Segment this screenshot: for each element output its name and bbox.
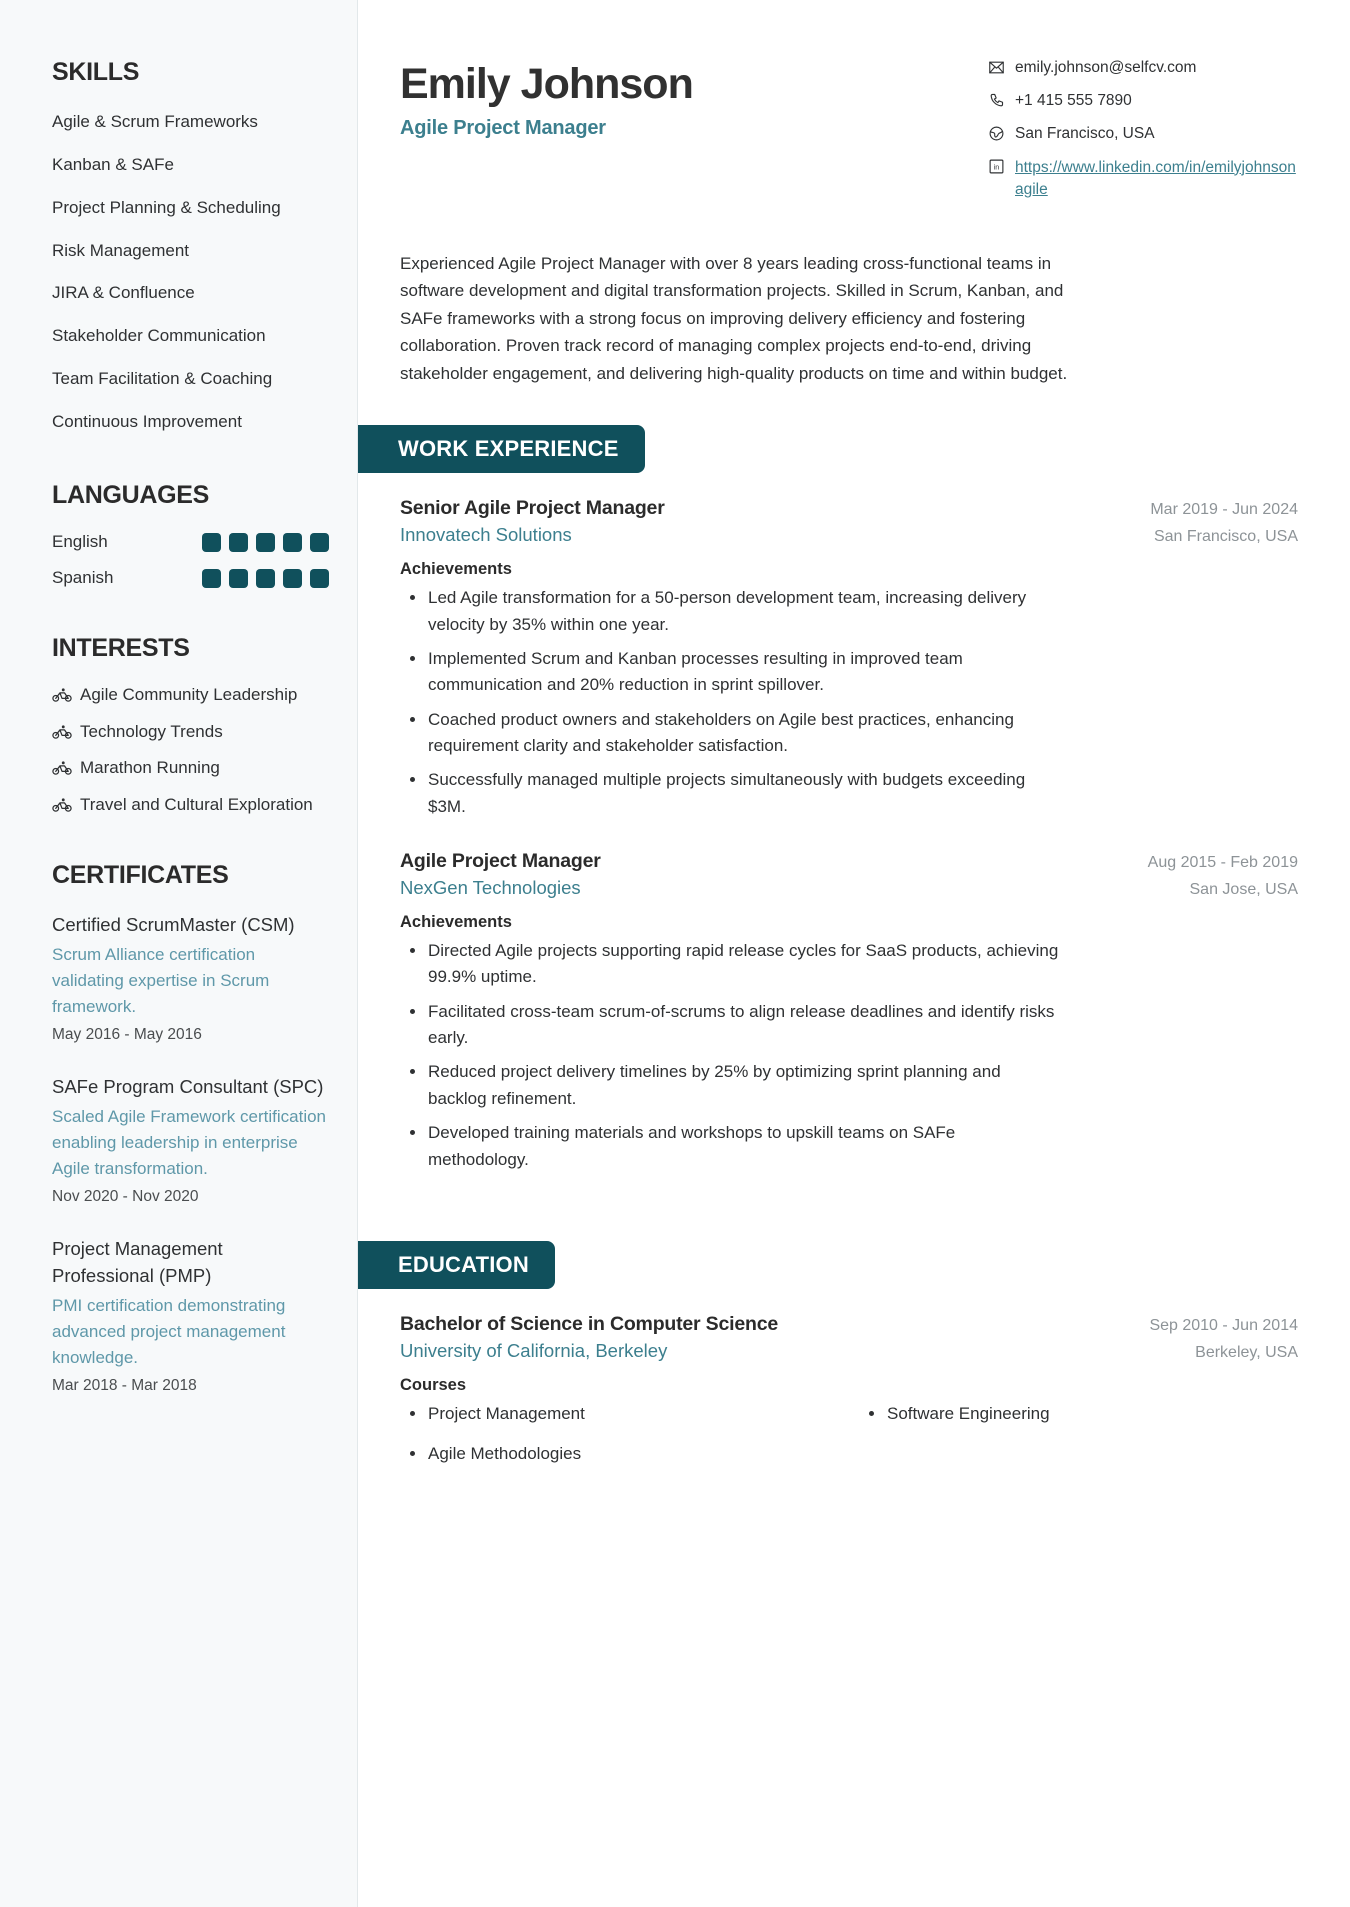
skills-list — [52, 109, 329, 435]
certificate-title: SAFe Program Consultant (SPC) — [52, 1075, 324, 1097]
language-level-square — [283, 569, 302, 588]
envelope-icon — [988, 59, 1005, 76]
contact-row — [988, 58, 1298, 79]
name-block — [400, 52, 693, 140]
entry-title-row — [400, 1313, 1298, 1336]
certificate-title: Certified ScrumMaster (CSM) — [52, 913, 295, 935]
education-entry — [400, 1313, 1298, 1476]
entry-dates: Mar 2019 - Jun 2024 — [1150, 501, 1298, 519]
certificate-description: PMI certification demonstrating advanced project management knowledge. — [52, 1295, 286, 1368]
education-banner: EDUCATION — [358, 1241, 555, 1289]
language-name: Spanish — [52, 568, 114, 588]
certificate-description: Scrum Alliance certification validating expertise in Scrum framework. — [52, 944, 270, 1017]
bicycle-icon — [52, 687, 72, 703]
linkedin-link[interactable]: https://www.linkedin.com/in/emilyjohnsonagile — [1015, 158, 1296, 199]
languages-heading: LANGUAGES — [52, 481, 210, 510]
language-row — [52, 568, 329, 588]
work-experience-banner: WORK EXPERIENCE — [358, 425, 645, 473]
interest-item — [52, 795, 329, 815]
interest-label: Agile Community Leadership — [80, 685, 298, 705]
language-level-indicator — [202, 533, 329, 552]
bicycle-icon — [52, 797, 72, 813]
interest-label: Travel and Cultural Exploration — [80, 794, 313, 814]
language-level-square — [256, 569, 275, 588]
job-title: Agile Project Manager — [400, 117, 606, 140]
language-level-square — [229, 533, 248, 552]
language-level-square — [283, 533, 302, 552]
job-role: Agile Project Manager — [400, 850, 601, 873]
globe-icon — [988, 125, 1005, 142]
achievement-item: Directed Agile projects supporting rapid release cycles for SaaS products, achieving 99.9% uptime. — [400, 938, 1060, 991]
entry-org-row — [400, 1340, 1298, 1362]
linkedin-icon — [988, 158, 1005, 175]
full-name: Emily Johnson — [400, 60, 693, 108]
contact-list — [988, 52, 1298, 214]
job-role: Senior Agile Project Manager — [400, 497, 665, 520]
phone-icon — [988, 92, 1005, 109]
skill-item: Project Planning & Scheduling — [52, 197, 281, 217]
entry-dates: Aug 2015 - Feb 2019 — [1147, 854, 1298, 872]
skill-item: Risk Management — [52, 240, 190, 260]
language-level-square — [202, 533, 221, 552]
course-item: Agile Methodologies — [400, 1441, 839, 1467]
contact-text: +1 415 555 7890 — [1015, 91, 1132, 109]
profile-summary: Experienced Agile Project Manager with over 8 years leading cross-functional teams in software development and digital transformation projects. Skilled in Scrum, Kanban, and SAFe frameworks with a strong focus on improving delivery efficiency and fostering collaboration. Proven track record of managing complex projects end-to-end, driving stakeholder engagement, and delivering high-quality products on time and within budget. — [400, 253, 1068, 383]
entry-org-row — [400, 877, 1298, 899]
achievements-label: Achievements — [400, 913, 512, 932]
certificate-item — [52, 1074, 329, 1208]
language-name: English — [52, 532, 108, 552]
skills-heading: SKILLS — [52, 58, 140, 86]
language-level-square — [310, 533, 329, 552]
interest-label: Technology Trends — [80, 721, 223, 741]
course-item: Software Engineering — [859, 1401, 1298, 1427]
entry-location: San Jose, USA — [1189, 881, 1298, 899]
achievement-item: Coached product owners and stakeholders on Agile best practices, enhancing requirement clarity and stakeholder satisfaction. — [400, 707, 1060, 760]
sidebar — [0, 0, 358, 1907]
interest-item — [52, 685, 329, 705]
entry-title-row — [400, 497, 1298, 520]
certificates-heading: CERTIFICATES — [52, 860, 229, 889]
language-row — [52, 532, 329, 552]
courses-list — [400, 1401, 1298, 1476]
achievement-item: Led Agile transformation for a 50-person development team, increasing delivery velocity by 35% within one year. — [400, 585, 1060, 638]
company-name: NexGen Technologies — [400, 877, 581, 899]
school-name: University of California, Berkeley — [400, 1339, 668, 1361]
skill-item: Continuous Improvement — [52, 411, 242, 431]
skill-item: JIRA & Confluence — [52, 283, 195, 303]
certificate-description: Scaled Agile Framework certification enabling leadership in enterprise Agile transformation. — [52, 1106, 327, 1179]
work-experience-list — [400, 497, 1298, 1173]
skills-section — [52, 58, 329, 435]
certificate-date: Nov 2020 - Nov 2020 — [52, 1187, 199, 1205]
certificate-date: May 2016 - May 2016 — [52, 1025, 202, 1043]
skill-item: Team Facilitation & Coaching — [52, 369, 273, 389]
certificate-item — [52, 1236, 329, 1397]
achievement-item: Successfully managed multiple projects simultaneously with budgets exceeding $3M. — [400, 767, 1060, 820]
language-level-square — [256, 533, 275, 552]
bicycle-icon — [52, 760, 72, 776]
interests-section — [52, 634, 329, 815]
contact-row — [988, 124, 1298, 145]
certificates-list — [52, 912, 329, 1397]
entry-location: San Francisco, USA — [1153, 528, 1298, 546]
contact-text: emily.johnson@selfcv.com — [1015, 59, 1197, 76]
certificate-date: Mar 2018 - Mar 2018 — [52, 1376, 197, 1394]
achievements-list — [400, 938, 1298, 1173]
certificate-title: Project Management Professional (PMP) — [52, 1237, 223, 1286]
contact-row — [988, 91, 1298, 112]
interests-heading: INTERESTS — [52, 634, 190, 663]
skill-item: Stakeholder Communication — [52, 326, 266, 346]
svg-text:in: in — [993, 163, 1000, 172]
interest-item — [52, 758, 329, 778]
language-level-square — [202, 569, 221, 588]
interest-item — [52, 722, 329, 742]
interests-list — [52, 685, 329, 815]
entry-dates: Sep 2010 - Jun 2014 — [1149, 1316, 1298, 1334]
languages-section — [52, 481, 329, 588]
bicycle-icon — [52, 724, 72, 740]
achievement-item: Implemented Scrum and Kanban processes resulting in improved team communication and 20% reduction in sprint spillover. — [400, 646, 1060, 699]
education-list — [400, 1313, 1298, 1476]
degree-title: Bachelor of Science in Computer Science — [400, 1312, 778, 1335]
language-level-square — [229, 569, 248, 588]
work-entry — [400, 850, 1298, 1173]
resume-header — [400, 52, 1298, 214]
achievement-item: Reduced project delivery timelines by 25% by optimizing sprint planning and backlog refinement. — [400, 1059, 1060, 1112]
skill-item: Kanban & SAFe — [52, 154, 174, 174]
interest-label: Marathon Running — [80, 758, 220, 778]
languages-list — [52, 532, 329, 588]
course-item: Project Management — [400, 1401, 839, 1427]
company-name: Innovatech Solutions — [400, 524, 572, 546]
language-level-indicator — [202, 569, 329, 588]
work-entry — [400, 497, 1298, 820]
skill-item: Agile & Scrum Frameworks — [52, 112, 258, 131]
contact-row[interactable] — [988, 157, 1298, 202]
language-level-square — [310, 569, 329, 588]
certificates-section — [52, 861, 329, 1397]
courses-label: Courses — [400, 1375, 467, 1394]
achievement-item: Developed training materials and workshops to upskill teams on SAFe methodology. — [400, 1120, 1060, 1173]
certificate-item — [52, 912, 329, 1046]
achievement-item: Facilitated cross-team scrum-of-scrums to align release deadlines and identify risks early. — [400, 999, 1060, 1052]
entry-location: Berkeley, USA — [1195, 1343, 1298, 1361]
achievements-list — [400, 585, 1298, 820]
contact-text: San Francisco, USA — [1015, 124, 1155, 142]
main-column — [358, 0, 1350, 1907]
entry-org-row — [400, 524, 1298, 546]
achievements-label: Achievements — [400, 560, 512, 579]
entry-title-row — [400, 850, 1298, 873]
